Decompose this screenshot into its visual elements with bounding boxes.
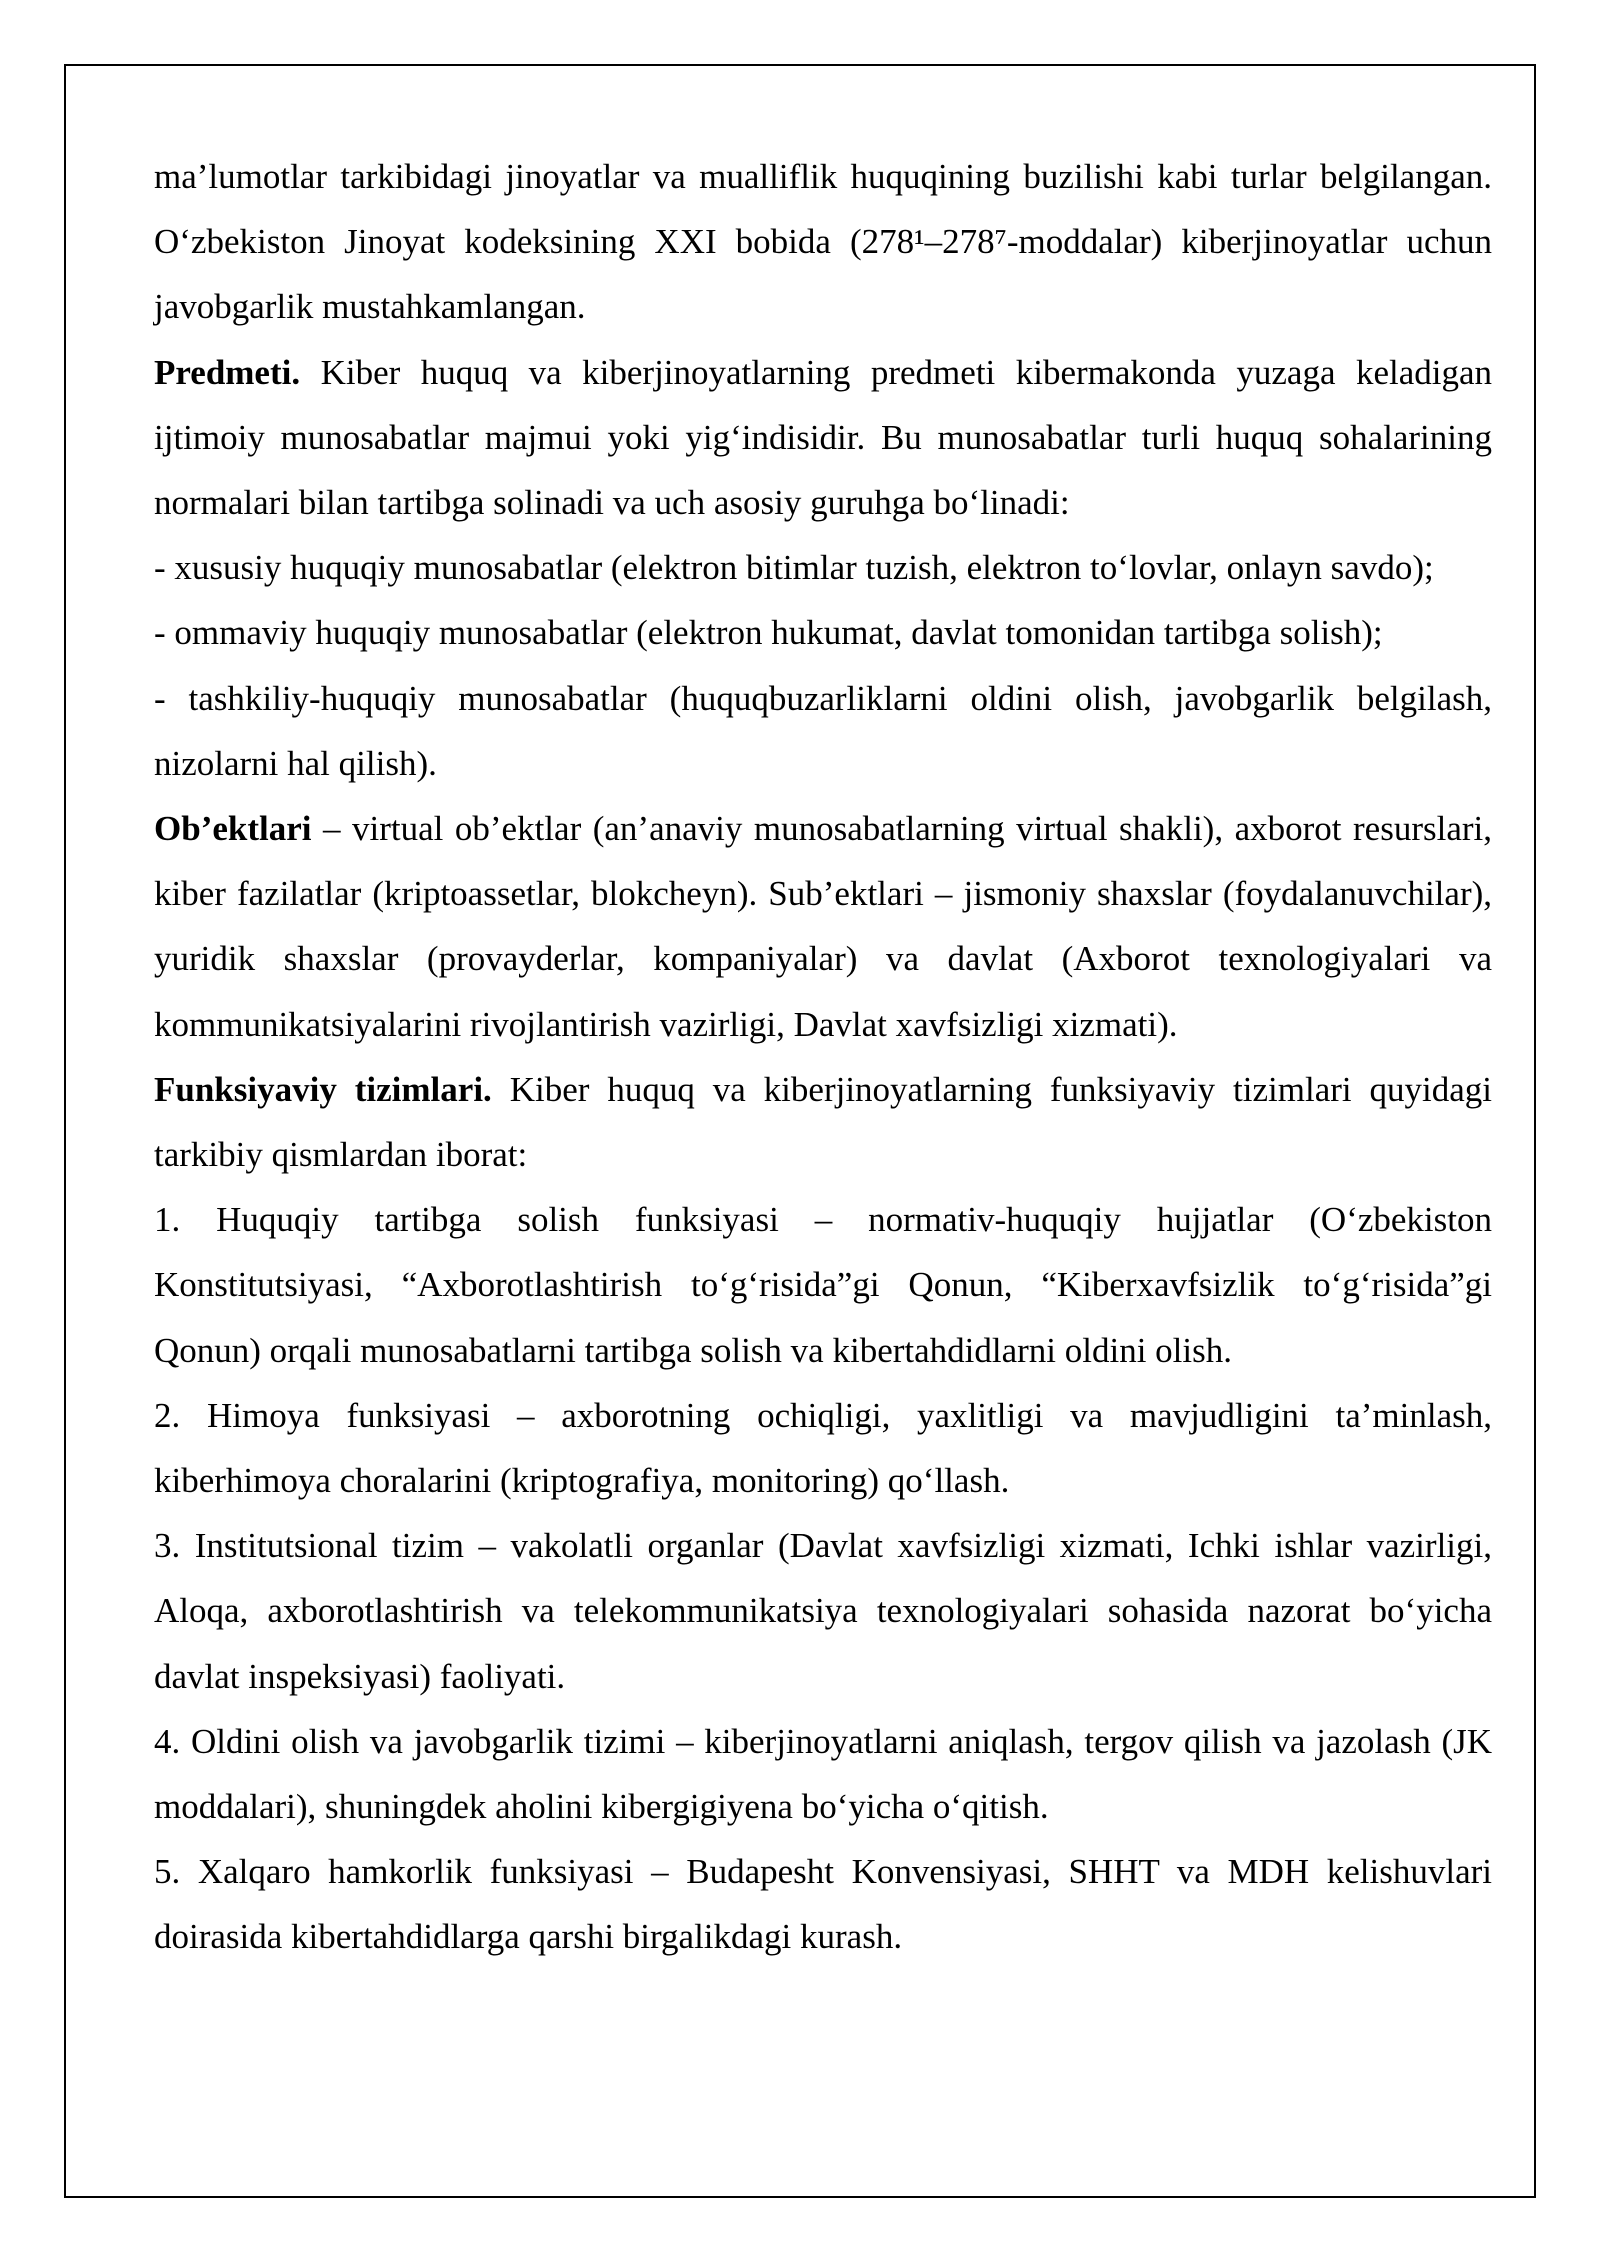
- paragraph-text: Kiber huquq va kiberjinoyatlarning funksiyaviy tizimlari quyidagi tarkibiy qismlardan iborat:: [154, 1069, 1493, 1175]
- list-item: [154, 1709, 1492, 1839]
- paragraph: [154, 796, 1492, 1057]
- paragraph-text: Kiber huquq va kiberjinoyatlarning predmeti kibermakonda yuzaga keladigan ijtimoiy munosabatlar majmui yoki yig‘indisidir. Bu munosabatlar turli huquq sohalarining normalari bilan tartibga solinadi va uch asosiy guruhga bo‘linadi:: [154, 352, 1492, 523]
- paragraph-text: 5. Xalqaro hamkorlik funksiyasi – Budapesht Konvensiyasi, SHHT va MDH kelishuvlari doirasida kibertahdidlarga qarshi birgalikdagi kurash.: [154, 1852, 1492, 1957]
- paragraph-text: - tashkiliy-huquqiy munosabatlar (huquqbuzarliklarni oldini olish, javobgarlik belgilash, nizolarni hal qilish).: [154, 678, 1492, 783]
- list-item: [154, 666, 1492, 796]
- paragraph: [154, 1057, 1492, 1187]
- paragraph-lead: Ob’ektlari: [154, 809, 312, 849]
- paragraph-text: 4. Oldini olish va javobgarlik tizimi – kiberjinoyatlarni aniqlash, tergov qilish va jazolash (JK moddalari), shuningdek aholini kibergigiyena bo‘yicha o‘qitish.: [154, 1721, 1492, 1827]
- list-item: [154, 1187, 1492, 1383]
- list-item: [154, 1839, 1492, 1969]
- list-item: [154, 1513, 1492, 1709]
- paragraph-text: 3. Institutsional tizim – vakolatli organlar (Davlat xavfsizligi xizmati, Ichki ishlar vazirligi, Aloqa, axborotlashtirish va telekommunikatsiya texnologiyalari sohasida nazorat bo‘yicha davlat inspeksiyasi) faoliyati.: [154, 1526, 1492, 1696]
- paragraph-lead: Predmeti.: [154, 352, 301, 392]
- paragraph: [154, 144, 1492, 340]
- paragraph: [154, 340, 1492, 536]
- paragraph-text: 1. Huquqiy tartibga solish funksiyasi – normativ-huquqiy hujjatlar (O‘zbekiston Konstitutsiyasi, “Axborotlashtirish to‘g‘risida”gi Qonun, “Kiberxavfsizlik to‘g‘risida”gi Qonun) orqali munosabatlarni tartibga solish va kibertahdidlarni oldini olish.: [154, 1200, 1492, 1370]
- paragraph-text: - xususiy huquqiy munosabatlar (elektron bitimlar tuzish, elektron to‘lovlar, onlayn savdo);: [154, 548, 1434, 588]
- paragraph-lead: Funksiyaviy tizimlari.: [154, 1069, 492, 1109]
- list-item: [154, 600, 1492, 665]
- list-item: [154, 1383, 1492, 1513]
- paragraph-text: - ommaviy huquqiy munosabatlar (elektron hukumat, davlat tomonidan tartibga solish);: [154, 613, 1383, 653]
- paragraph-text: 2. Himoya funksiyasi – axborotning ochiqligi, yaxlitligi va mavjudligini ta’minlash, kiberhimoya choralarini (kriptografiya, monitoring) qo‘llash.: [154, 1395, 1492, 1501]
- paragraph-text: – virtual ob’ektlar (an’anaviy munosabatlarning virtual shakli), axborot resurslari, kiber fazilatlar (kriptoassetlar, blokcheyn). Sub’ektlari – jismoniy shaxslar (foydalanuvchilar), yuridik shaxslar (provayderlar, kompaniyalar) va davlat (Axborot texnologiyalari va kommunikatsiyalarini rivojlantirish vazirligi, Davlat xavfsizligi xizmati).: [154, 809, 1492, 1044]
- paragraph-text: ma’lumotlar tarkibidagi jinoyatlar va mualliflik huquqining buzilishi kabi turlar belgilangan. O‘zbekiston Jinoyat kodeksining XXI bobida (278¹–278⁷-moddalar) kiberjinoyatlar uchun javobgarlik mustahkamlangan.: [154, 157, 1492, 327]
- list-item: [154, 535, 1492, 600]
- document-body: [154, 144, 1492, 1970]
